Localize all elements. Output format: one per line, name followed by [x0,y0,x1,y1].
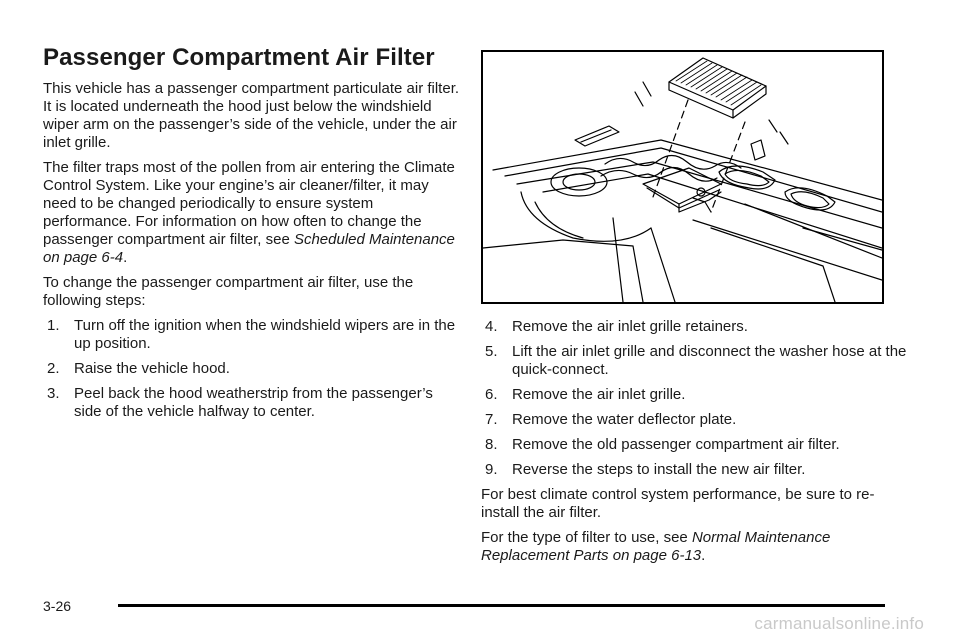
step-text: Remove the air inlet grille retainers. [512,318,748,335]
step-item [43,385,463,421]
air-filter-illustration [481,50,884,304]
left-column [43,80,463,428]
step-item [481,411,911,429]
filter-type-end: . [701,547,706,564]
step-text: Lift the air inlet grille and disconnect the washer hose at the quick-connect. [512,343,907,378]
filter-info-text: The filter traps most of the pollen from air entering the Climate Control System. Like your engine’s air cleaner/filter, it may need to be changed periodically to ensure system performance. For information on how often to change the passenger compartment air filter, see [43,159,455,248]
steps-list-part2 [481,318,911,479]
reinstall-paragraph: For best climate control system performance, be sure to re-install the air filter. [481,486,875,521]
step-number: 6. [485,386,498,403]
site-watermark: carmanualsonline.info [754,614,924,633]
step-number: 7. [485,411,498,428]
steps-list-part1 [43,317,463,421]
filter-info-end: . [123,249,128,266]
step-number: 1. [47,317,60,334]
step-item [43,317,463,353]
filter-type-paragraph [481,529,911,565]
air-filter-diagram [483,52,882,302]
step-text: Remove the water deflector plate. [512,411,737,428]
step-number: 3. [47,385,60,402]
step-item [481,436,911,454]
filter-type-text: For the type of filter to use, see [481,529,692,546]
step-text: Peel back the hood weatherstrip from the passenger’s side of the vehicle halfway to center. [74,385,433,420]
step-text: Reverse the steps to install the new air filter. [512,461,806,478]
intro-paragraph: This vehicle has a passenger compartment particulate air filter. It is located underneath the hood just below the windshield wiper arm on the passenger’s side of the vehicle, under the air inlet grille. [43,80,460,151]
step-item [481,343,911,379]
step-text: Remove the old passenger compartment air filter. [512,436,840,453]
step-number: 9. [485,461,498,478]
page-number: 3-26 [43,598,72,614]
step-item [481,461,911,479]
step-item [43,360,463,378]
step-number: 4. [485,318,498,335]
step-number: 5. [485,343,498,360]
page-heading: Passenger Compartment Air Filter [43,44,435,71]
step-number: 2. [47,360,60,377]
right-column [481,318,911,572]
steps-intro-paragraph: To change the passenger compartment air filter, use the following steps: [43,274,414,309]
footer-rule [118,604,885,607]
step-text: Raise the vehicle hood. [74,360,230,377]
step-item [481,386,911,404]
filter-info-paragraph [43,159,463,267]
scheduled-maintenance-link[interactable]: Scheduled Maintenance on page 6-4 [43,231,455,266]
step-text: Remove the air inlet grille. [512,386,686,403]
step-text: Turn off the ignition when the windshield wipers are in the up position. [74,317,456,352]
replacement-parts-link[interactable]: Normal Maintenance Replacement Parts on page 6-13 [481,529,831,564]
step-number: 8. [485,436,498,453]
step-item [481,318,911,336]
